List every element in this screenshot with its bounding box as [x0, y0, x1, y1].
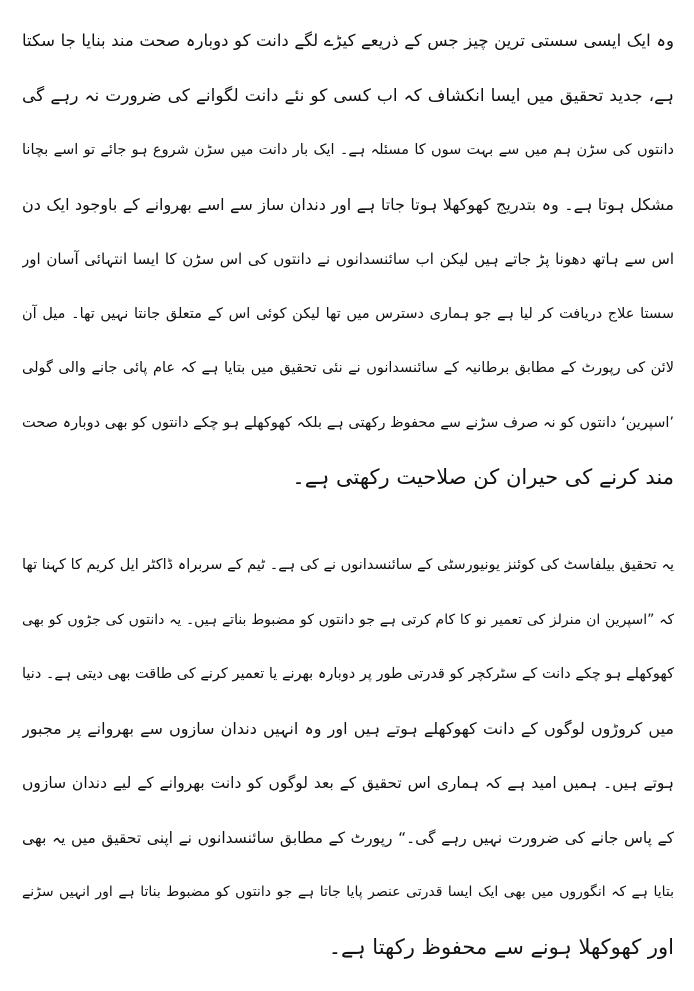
text-line: اور کھوکھلا ہونے سے محفوظ رکھتا ہے۔ [328, 934, 674, 959]
paragraph-1 [22, 14, 674, 505]
text-line: وہ ایک ایسی سستی ترین چیز جس کے ذریعے کیڑے لگے دانت کو دوبارہ صحت مند بنایا جا سکتا [22, 31, 674, 50]
text-line: مشکل ہوتا ہے۔ وہ بتدریج کھوکھلا ہوتا جاتا ہے اور دندان ساز سے اسے بھروانے کے باوجود ایک دن [22, 194, 674, 214]
text-line: اس سے ہاتھ دھونا پڑ جاتے ہیں لیکن اب سائنسدانوں نے دانتوں کی اس سڑن کا ایسا انتہائی آسان اور [22, 250, 674, 268]
text-line: کے پاس جانے کی ضرورت نہیں رہے گی۔“ رپورٹ کے مطابق سائنسدانوں نے اپنی تحقیق میں یہ بھی [22, 828, 674, 847]
text-line: مند کرنے کی حیران کن صلاحیت رکھتی ہے۔ [292, 465, 674, 489]
text-line: میں کروڑوں لوگوں کے دانت کھوکھلے ہوتے ہیں اور وہ انہیں دندان سازوں سے بھروانے پر مجبور [22, 718, 674, 738]
text-line: دانتوں کی سڑن ہم میں سے بہت سوں کا مسئلہ ہے۔ ایک بار دانت میں سڑن شروع ہو جائے تو اسے بچانا [22, 142, 674, 158]
text-line: کہ ”اسپرین ان منرلز کی تعمیر نو کا کام کرتی ہے جو دانتوں کو مضبوط بناتے ہیں۔ یہ دانتوں کی جڑوں کو بھی [22, 611, 674, 628]
text-line: لائن کی رپورٹ کے مطابق برطانیہ کے سائنسدانوں نے نئی تحقیق میں بتایا ہے کہ عام پائی جانے والی گولی [22, 360, 674, 376]
text-line: ہے، جدید تحقیق میں ایسا انکشاف کہ اب کسی کو نئے دانت لگوانے کی ضرورت نہ رہے گی [22, 85, 674, 106]
text-line: یہ تحقیق بیلفاسٹ کی کوئنز یونیورسٹی کے سائنسدانوں نے کی ہے۔ ٹیم کے سربراہ ڈاکٹر ایل کریم کا کہنا تھا [22, 557, 674, 573]
text-line: کھوکھلے ہو چکے دانت کے سٹرکچر کو قدرتی طور پر دوبارہ بھرنے یا تعمیر کرنے کی طاقت بھی دیتی ہے۔ دنیا [22, 666, 674, 682]
paragraph-2 [22, 538, 674, 974]
text-line: ہوتے ہیں۔ ہمیں امید ہے کہ ہماری اس تحقیق کے بعد لوگوں کو دانت بھروانے کے لیے دندان سازوں [22, 774, 674, 792]
text-line: بتایا ہے کہ انگوروں میں بھی ایک ایسا قدرتی عنصر پایا جاتا ہے جو دانتوں کو مضبوط بناتا ہے اور انہیں سڑنے [22, 884, 674, 900]
text-line: سستا علاج دریافت کر لیا ہے جو ہماری دسترس میں تھا لیکن کوئی اس کے متعلق جانتا نہیں تھا۔ میل آن [22, 305, 674, 322]
text-line: ’اسپرین‘ دانتوں کو نہ صرف سڑنے سے محفوظ رکھتی ہے بلکہ کھوکھلے ہو چکے دانتوں کو بھی دوبارہ صحت [22, 414, 674, 431]
